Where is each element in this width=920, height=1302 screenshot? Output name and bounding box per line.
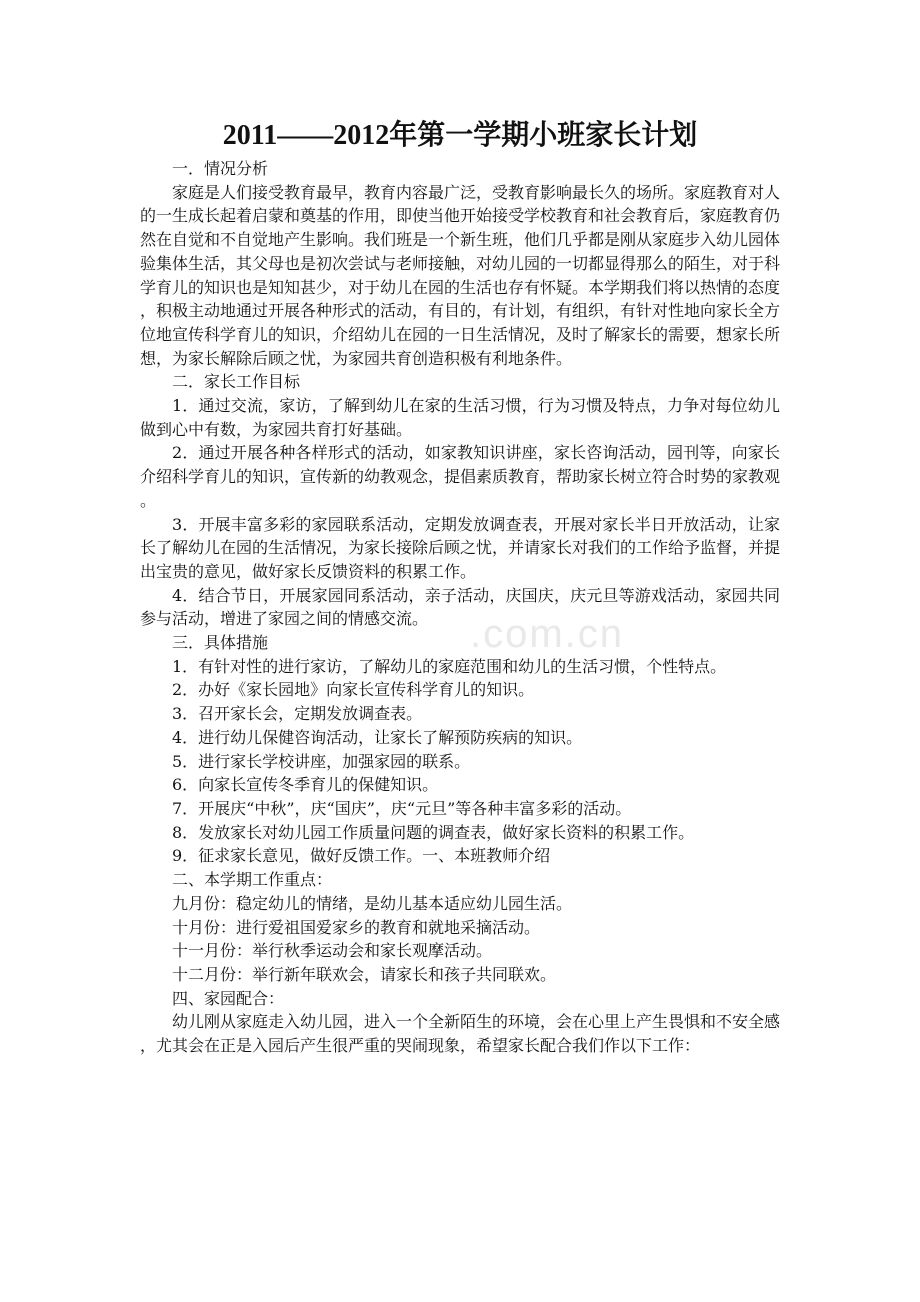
paragraph: 十二月份：举行新年联欢会，请家长和孩子共同联欢。 [172, 964, 557, 984]
paragraph: 2．通过开展各种各样形式的活动，如家教知识讲座，家长咨询活动，园刊等，向家长介绍科学育儿的知识，宣传新的幼教观念，提倡素质教育，帮助家长树立符合时势的家教观。 [140, 443, 781, 510]
watermark: .com.cn [470, 612, 625, 656]
paragraph: 6．向家长宣传冬季育儿的保健知识。 [172, 775, 439, 795]
paragraph: 一．情况分析 [172, 159, 269, 178]
paragraph: 5．进行家长学校讲座，加强家园的联系。 [172, 751, 471, 771]
paragraph: 十月份：进行爱祖国爱家乡的教育和就地采摘活动。 [172, 917, 541, 937]
paragraph: 1．有针对性的进行家访，了解幼儿的家庭范围和幼儿的生活习惯，个性特点。 [172, 656, 727, 676]
document-title: 2011——2012年第一学期小班家长计划 [222, 120, 698, 151]
paragraph: 幼儿刚从家庭走入幼儿园，进入一个全新陌生的环境，会在心里上产生畏惧和不安全感，尤其会在正是入园后产生很严重的哭闹现象，希望家长配合我们作以下工作： [140, 1012, 781, 1056]
paragraph: 8．发放家长对幼儿园工作质量问题的调查表，做好家长资料的积累工作。 [172, 822, 695, 842]
paragraph: 十一月份：举行秋季运动会和家长观摩活动。 [172, 941, 493, 961]
paragraph: 1．通过交流，家访，了解到幼儿在家的生活习惯，行为习惯及特点，力争对每位幼儿做到心中有数，为家园共育打好基础。 [140, 396, 780, 439]
paragraph: 3．召开家长会，定期发放调查表。 [172, 704, 423, 724]
paragraph: 4．结合节日，开展家园同系活动，亲子活动，庆国庆，庆元旦等游戏活动，家园共同参与活动，增进了家园之间的情感交流。 [140, 585, 780, 629]
paragraph: 家庭是人们接受教育最早，教育内容最广泛，受教育影响最长久的场所。家庭教育对人的一生成长起着启蒙和奠基的作用，即使当他开始接受学校教育和社会教育后，家庭教育仍然在自觉和不自觉地产生影响。我们班是一个新生班，他们几乎都是刚从家庭步入幼儿园体验集体生活，其父母也是初次尝试与老师接触，对幼儿园的一切都显得那么的陌生，对于科学育儿的知识也是知知甚少，对于幼儿在园的生活也存有怀疑。本学期我们将以热情的态度，积极主动地通过开展各种形式的活动，有目的，有计划，有组织，有针对性地向家长全方位地宣传科学育儿的知识，介绍幼儿在园的一日生活情况，及时了解家长的需要，想家长所想，为家长解除后顾之忧，为家园共育创造积极有利地条件。 [140, 182, 781, 368]
paragraph: 2．办好《家长园地》向家长宣传科学育儿的知识。 [172, 680, 535, 700]
paragraph: 四、家园配合： [172, 988, 285, 1008]
paragraph: 二、本学期工作重点： [172, 870, 333, 890]
paragraph: 3．开展丰富多彩的家园联系活动，定期发放调查表，开展对家长半日开放活动，让家长了解幼儿在园的生活情况，为家长接除后顾之忧，并请家长对我们的工作给予监督，并提出宝贵的意见，做好家长反馈资料的积累工作。 [140, 514, 781, 581]
paragraph: 九月份：稳定幼儿的情绪，是幼儿基本适应幼儿园生活。 [172, 893, 573, 913]
paragraph: 7．开展庆“中秋”，庆“国庆”，庆“元旦”等各种丰富多彩的活动。 [172, 798, 632, 818]
paragraph: 4．进行幼儿保健咨询活动，让家长了解预防疾病的知识。 [172, 727, 583, 747]
paragraph: 9．征求家长意见，做好反馈工作。一、本班教师介绍 [172, 846, 551, 866]
paragraph: 二．家长工作目标 [172, 372, 301, 392]
document-body [140, 157, 780, 1058]
paragraph: 三．具体措施 [172, 633, 269, 653]
